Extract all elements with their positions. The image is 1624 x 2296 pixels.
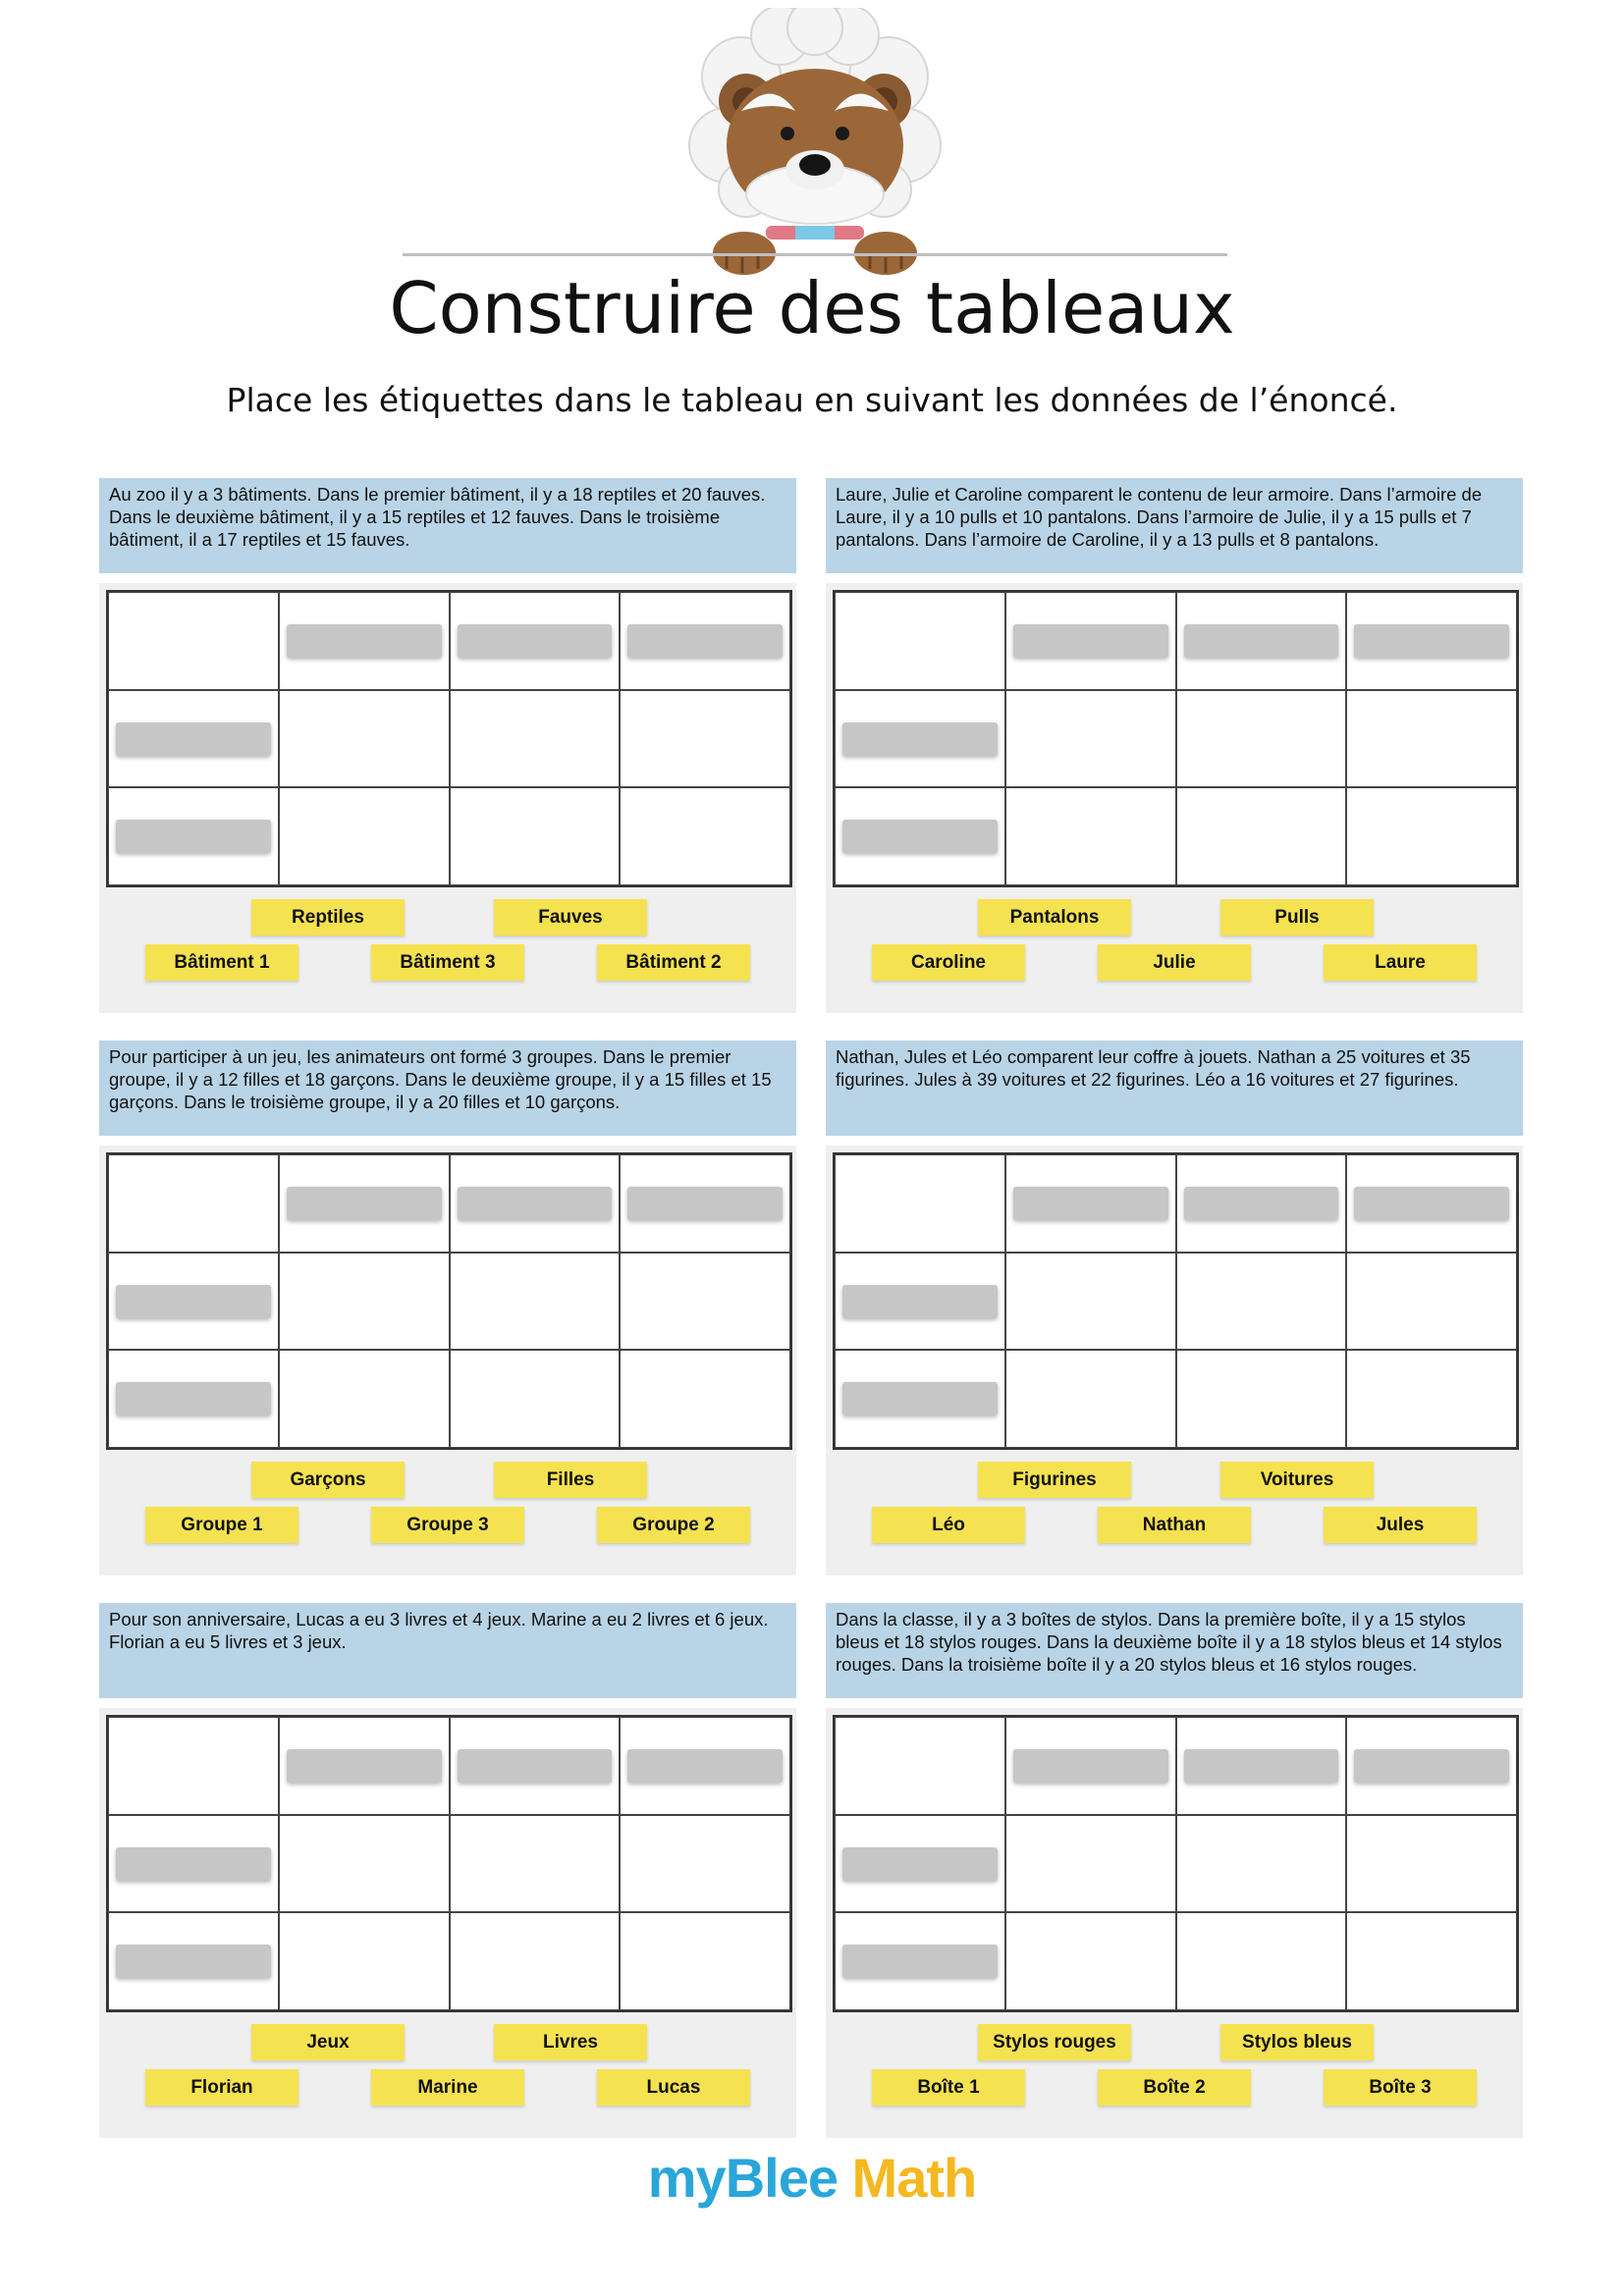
header-divider	[403, 253, 1227, 256]
table-header-cell	[1176, 1717, 1347, 1815]
table-cell[interactable]	[1005, 690, 1176, 788]
table-header-cell	[1346, 1154, 1517, 1253]
table-header-cell	[1005, 592, 1176, 690]
table-cell[interactable]	[620, 1912, 790, 2010]
label-tag[interactable]: Julie	[1098, 944, 1251, 981]
drop-slot[interactable]	[842, 1285, 998, 1318]
exercise-statement: Laure, Julie et Caroline comparent le contenu de leur armoire. Dans l’armoire de Laure, il y a 10 pulls et 10 pantalons. Dans l’armoire de Julie, il y a 15 pulls et 7 pantalons. Dans l’armoire de Caroline, il y a 13 pulls et 8 pantalons.	[826, 478, 1523, 573]
drop-slot[interactable]	[627, 1749, 783, 1783]
answer-table	[833, 590, 1519, 887]
drop-slot[interactable]	[1013, 1187, 1168, 1220]
table-cell[interactable]	[1005, 1815, 1176, 1913]
drop-slot[interactable]	[842, 722, 998, 756]
exercise-workspace	[826, 583, 1523, 1013]
exercise-panel-4	[826, 1041, 1523, 1575]
drop-slot[interactable]	[842, 1847, 998, 1881]
drop-slot[interactable]	[1354, 1187, 1509, 1220]
exercise-workspace	[99, 1146, 796, 1575]
label-tag[interactable]: Figurines	[978, 1462, 1131, 1498]
label-tag[interactable]: Stylos bleus	[1220, 2024, 1374, 2060]
exercise-statement: Pour participer à un jeu, les animateurs ont formé 3 groupes. Dans le premier groupe, il y a 12 filles et 18 garçons. Dans le deuxième groupe, il y a 15 filles et 15 garçons. Dans le troisième groupe, il y a 20 filles et 10 garçons.	[99, 1041, 796, 1136]
table-cell[interactable]	[620, 690, 790, 788]
label-tag[interactable]: Bâtiment 1	[145, 944, 298, 981]
table-row-header-cell	[835, 787, 1005, 885]
table-cell[interactable]	[279, 1350, 450, 1448]
drop-slot[interactable]	[1013, 1749, 1168, 1783]
table-row-header-cell	[108, 1253, 279, 1351]
drop-slot[interactable]	[1184, 1749, 1339, 1783]
table-cell[interactable]	[450, 690, 621, 788]
table-header-cell	[1005, 1717, 1176, 1815]
table-header-cell	[620, 1154, 790, 1253]
exercise-panel-6	[826, 1603, 1523, 2138]
label-tag[interactable]: Garçons	[251, 1462, 405, 1498]
table-cell[interactable]	[1346, 1253, 1517, 1351]
drop-slot[interactable]	[842, 1382, 998, 1415]
table-cell[interactable]	[1346, 787, 1517, 885]
exercise-statement: Dans la classe, il y a 3 boîtes de stylos. Dans la première boîte, il y a 15 stylos bleus et 18 stylos rouges. Dans la deuxième boîte il y a 18 stylos bleus et 14 stylos rouges. Dans la troisième boîte il y a 20 stylos bleus et 16 stylos rouges.	[826, 1603, 1523, 1698]
table-corner-cell	[835, 592, 1005, 690]
table-header-cell	[1176, 1154, 1347, 1253]
drop-slot[interactable]	[458, 624, 613, 658]
drop-slot[interactable]	[287, 624, 442, 658]
table-header-cell	[620, 592, 790, 690]
bear-mascot-illustration	[648, 8, 982, 283]
table-header-cell	[450, 592, 621, 690]
label-tag[interactable]: Bâtiment 2	[597, 944, 750, 981]
myblee-math-logo	[0, 2146, 1624, 2210]
answer-table	[833, 1152, 1519, 1450]
table-header-cell	[450, 1717, 621, 1815]
table-row-header-cell	[108, 1350, 279, 1448]
label-tag[interactable]: Bâtiment 3	[371, 944, 524, 981]
label-tray	[826, 899, 1523, 1007]
table-cell[interactable]	[1176, 787, 1347, 885]
table-row-header-cell	[835, 690, 1005, 788]
label-tray	[99, 1462, 796, 1570]
label-tag[interactable]: Boîte 3	[1324, 2069, 1477, 2106]
table-corner-cell	[108, 592, 279, 690]
label-tag[interactable]: Groupe 3	[371, 1507, 524, 1543]
table-cell[interactable]	[1176, 1350, 1347, 1448]
label-tray	[826, 1462, 1523, 1570]
table-row-header-cell	[835, 1815, 1005, 1913]
table-cell[interactable]	[450, 1253, 621, 1351]
drop-slot[interactable]	[627, 1187, 783, 1220]
label-tag[interactable]: Groupe 2	[597, 1507, 750, 1543]
label-tag[interactable]: Boîte 2	[1098, 2069, 1251, 2106]
table-cell[interactable]	[1176, 1815, 1347, 1913]
table-cell[interactable]	[279, 690, 450, 788]
exercise-panel-2	[826, 478, 1523, 1013]
table-cell[interactable]	[1005, 1912, 1176, 2010]
label-tag[interactable]: Stylos rouges	[978, 2024, 1131, 2060]
exercise-statement: Nathan, Jules et Léo comparent leur coffre à jouets. Nathan a 25 voitures et 35 figurines. Jules à 39 voitures et 22 figurines. Léo a 16 voitures et 27 figurines.	[826, 1041, 1523, 1136]
drop-slot[interactable]	[116, 1382, 271, 1415]
table-cell[interactable]	[279, 787, 450, 885]
table-row-header-cell	[835, 1350, 1005, 1448]
table-cell[interactable]	[450, 1912, 621, 2010]
drop-slot[interactable]	[287, 1187, 442, 1220]
table-cell[interactable]	[1346, 1912, 1517, 2010]
table-cell[interactable]	[620, 1350, 790, 1448]
table-cell[interactable]	[1005, 1253, 1176, 1351]
label-tag[interactable]: Marine	[371, 2069, 524, 2106]
label-tray	[99, 2024, 796, 2132]
exercise-workspace	[99, 1708, 796, 2138]
table-row-header-cell	[108, 1912, 279, 2010]
table-cell[interactable]	[1346, 690, 1517, 788]
label-tag[interactable]: Laure	[1324, 944, 1477, 981]
label-tag[interactable]: Pulls	[1220, 899, 1374, 935]
table-corner-cell	[835, 1717, 1005, 1815]
table-cell[interactable]	[1176, 1253, 1347, 1351]
exercise-workspace	[826, 1146, 1523, 1575]
table-header-cell	[279, 592, 450, 690]
label-tag[interactable]: Jeux	[251, 2024, 405, 2060]
label-tag[interactable]: Pantalons	[978, 899, 1131, 935]
table-cell[interactable]	[1176, 690, 1347, 788]
table-header-cell	[1176, 592, 1347, 690]
label-tag[interactable]: Livres	[494, 2024, 647, 2060]
drop-slot[interactable]	[842, 820, 998, 853]
exercise-panel-5	[99, 1603, 796, 2138]
drop-slot[interactable]	[116, 722, 271, 756]
table-cell[interactable]	[450, 787, 621, 885]
label-tag[interactable]: Reptiles	[251, 899, 405, 935]
label-tag[interactable]: Nathan	[1098, 1507, 1251, 1543]
exercise-statement: Au zoo il y a 3 bâtiments. Dans le premier bâtiment, il y a 18 reptiles et 20 fauves. Dans le deuxième bâtiment, il y a 15 reptiles et 12 fauves. Dans le troisième bâtiment, il a 17 reptiles et 15 fauves.	[99, 478, 796, 573]
label-tag[interactable]: Caroline	[872, 944, 1025, 981]
label-tag[interactable]: Boîte 1	[872, 2069, 1025, 2106]
table-row-header-cell	[108, 1815, 279, 1913]
answer-table	[106, 1152, 792, 1450]
table-header-cell	[620, 1717, 790, 1815]
table-corner-cell	[108, 1154, 279, 1253]
table-cell[interactable]	[1005, 787, 1176, 885]
exercise-workspace	[99, 583, 796, 1013]
page-title: Construire des tableaux	[389, 267, 1235, 349]
label-tag[interactable]: Groupe 1	[145, 1507, 298, 1543]
table-cell[interactable]	[450, 1815, 621, 1913]
label-tray	[826, 2024, 1523, 2132]
table-cell[interactable]	[620, 1253, 790, 1351]
drop-slot[interactable]	[116, 1847, 271, 1881]
logo-text-math: Math	[838, 2147, 977, 2209]
drop-slot[interactable]	[1184, 624, 1339, 658]
exercise-workspace	[826, 1708, 1523, 2138]
exercise-panel-1	[99, 478, 796, 1013]
table-header-cell	[450, 1154, 621, 1253]
exercise-panel-3	[99, 1041, 796, 1575]
answer-table	[106, 590, 792, 887]
drop-slot[interactable]	[1013, 624, 1168, 658]
label-tag[interactable]: Fauves	[494, 899, 647, 935]
label-tag[interactable]: Voitures	[1220, 1462, 1374, 1498]
label-tray	[99, 899, 796, 1007]
table-row-header-cell	[835, 1912, 1005, 2010]
drop-slot[interactable]	[116, 1285, 271, 1318]
drop-slot[interactable]	[287, 1749, 442, 1783]
table-row-header-cell	[835, 1253, 1005, 1351]
table-cell[interactable]	[1346, 1815, 1517, 1913]
table-cell[interactable]	[450, 1350, 621, 1448]
drop-slot[interactable]	[1354, 624, 1509, 658]
label-tag[interactable]: Filles	[494, 1462, 647, 1498]
table-cell[interactable]	[1176, 1912, 1347, 2010]
answer-table	[833, 1715, 1519, 2012]
table-cell[interactable]	[1346, 1350, 1517, 1448]
table-header-cell	[279, 1717, 450, 1815]
drop-slot[interactable]	[458, 1187, 613, 1220]
table-header-cell	[279, 1154, 450, 1253]
exercise-statement: Pour son anniversaire, Lucas a eu 3 livres et 4 jeux. Marine a eu 2 livres et 6 jeux. Florian a eu 5 livres et 3 jeux.	[99, 1603, 796, 1698]
drop-slot[interactable]	[627, 624, 783, 658]
drop-slot[interactable]	[842, 1945, 998, 1978]
drop-slot[interactable]	[1184, 1187, 1339, 1220]
table-header-cell	[1346, 1717, 1517, 1815]
label-tag[interactable]: Jules	[1324, 1507, 1477, 1543]
table-header-cell	[1346, 592, 1517, 690]
table-corner-cell	[835, 1154, 1005, 1253]
drop-slot[interactable]	[1354, 1749, 1509, 1783]
table-cell[interactable]	[1005, 1350, 1176, 1448]
drop-slot[interactable]	[116, 820, 271, 853]
table-header-cell	[1005, 1154, 1176, 1253]
logo-text-myblee: myBlee	[647, 2147, 838, 2209]
table-row-header-cell	[108, 787, 279, 885]
answer-table	[106, 1715, 792, 2012]
page-instructions: Place les étiquettes dans le tableau en suivant les données de l’énoncé.	[226, 381, 1398, 419]
label-tag[interactable]: Florian	[145, 2069, 298, 2106]
drop-slot[interactable]	[458, 1749, 613, 1783]
drop-slot[interactable]	[116, 1945, 271, 1978]
table-cell[interactable]	[279, 1253, 450, 1351]
label-tag[interactable]: Lucas	[597, 2069, 750, 2106]
label-tag[interactable]: Léo	[872, 1507, 1025, 1543]
table-cell[interactable]	[620, 1815, 790, 1913]
table-cell[interactable]	[620, 787, 790, 885]
table-corner-cell	[108, 1717, 279, 1815]
table-row-header-cell	[108, 690, 279, 788]
table-cell[interactable]	[279, 1912, 450, 2010]
table-cell[interactable]	[279, 1815, 450, 1913]
